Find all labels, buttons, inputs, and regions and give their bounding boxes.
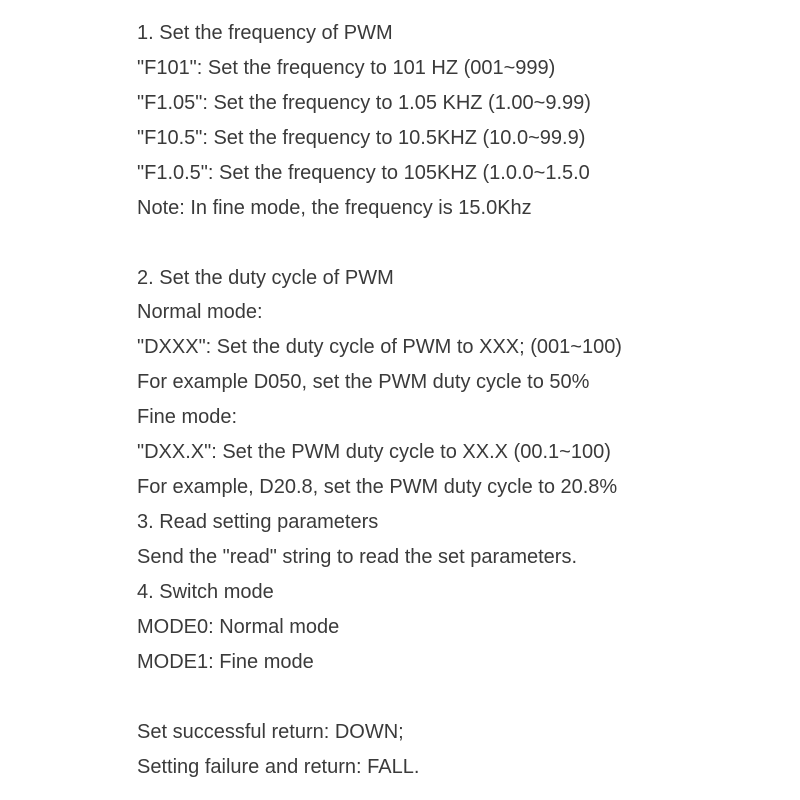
fine-mode-label: Fine mode: xyxy=(137,406,238,428)
mode1-line: MODE1: Fine mode xyxy=(137,651,314,673)
section2-heading: 2. Set the duty cycle of PWM xyxy=(137,267,394,289)
section4-heading: 4. Switch mode xyxy=(137,581,274,603)
read-command-line: Send the "read" string to read the set parameters. xyxy=(137,546,577,568)
freq-f105-line: "F1.05": Set the frequency to 1.05 KHZ (1.00~9.99) xyxy=(137,92,591,114)
freq-f101-line: "F101": Set the frequency to 101 HZ (001~999) xyxy=(137,57,556,79)
section1-heading: 1. Set the frequency of PWM xyxy=(137,22,393,44)
success-return-line: Set successful return: DOWN; xyxy=(137,721,404,743)
duty-example-normal-line: For example D050, set the PWM duty cycle to 50% xyxy=(137,371,590,393)
mode0-line: MODE0: Normal mode xyxy=(137,616,340,638)
duty-example-fine-line: For example, D20.8, set the PWM duty cycle to 20.8% xyxy=(137,476,618,498)
section3-heading: 3. Read setting parameters xyxy=(137,511,379,533)
freq-f10-5-line: "F10.5": Set the frequency to 10.5KHZ (10.0~99.9) xyxy=(137,127,586,149)
duty-dxxx-line: "DXXX": Set the duty cycle of PWM to XXX; (001~100) xyxy=(137,336,622,358)
freq-f1-0-5-line: "F1.0.5": Set the frequency to 105KHZ (1.0.0~1.5.0 xyxy=(137,162,590,184)
freq-note-line: Note: In fine mode, the frequency is 15.0Khz xyxy=(137,197,532,219)
failure-return-line: Setting failure and return: FALL. xyxy=(137,756,420,778)
normal-mode-label: Normal mode: xyxy=(137,301,263,323)
duty-dxx-x-line: "DXX.X": Set the PWM duty cycle to XX.X (00.1~100) xyxy=(137,441,611,463)
